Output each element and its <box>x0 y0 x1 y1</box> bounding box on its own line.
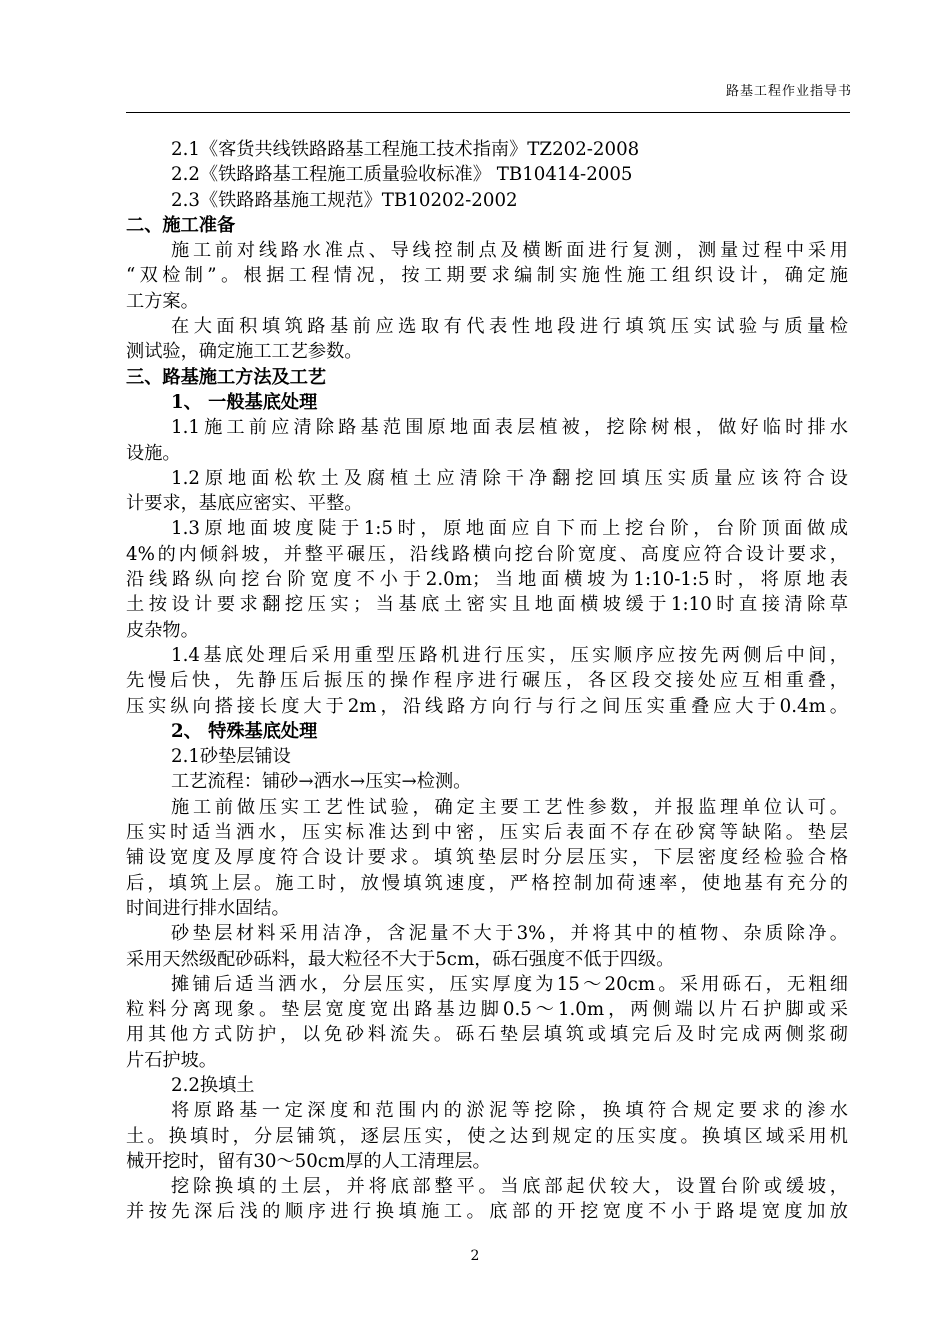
paragraph-line: 工方案。 <box>126 290 199 312</box>
paragraph-line: 在大面积填筑路基前应选取有代表性地段进行填筑压实试验与质量检 <box>171 316 848 338</box>
paragraph-line: 将原路基一定深度和范围内的淤泥等挖除，换填符合规定要求的渗水 <box>171 1100 848 1122</box>
paragraph-line: 施工前做压实工艺性试验，确定主要工艺性参数，并报监理单位认可。 <box>171 796 848 818</box>
paragraph-line: 计要求，基底应密实、平整。 <box>126 493 363 515</box>
section-heading: 三、路基施工方法及工艺 <box>126 366 327 388</box>
subsection-heading: 1、 一般基底处理 <box>171 391 318 413</box>
header-rule <box>126 112 850 113</box>
paragraph-line: 后，填筑上层。施工时，放慢填筑速度，严格控制加荷速率，使地基有充分的 <box>126 872 848 894</box>
header-title: 路基工程作业指导书 <box>725 84 852 99</box>
paragraph-line: 压实时适当洒水，压实标准达到中密，压实后表面不存在砂窝等缺陷。垫层 <box>126 822 848 844</box>
paragraph-line: 沿线路纵向挖台阶宽度不小于2.0m；当地面横坡为1:10-1:5时，将原地表 <box>126 569 848 591</box>
paragraph-line: 2.2换填土 <box>171 1074 255 1096</box>
subsection-heading: 2、 特殊基底处理 <box>171 720 318 742</box>
ref-line: 2.1《客货共线铁路路基工程施工技术指南》TZ202-2008 <box>171 139 640 160</box>
paragraph-line: 并按先深后浅的顺序进行换填施工。底部的开挖宽度不小于路堤宽度加放 <box>126 1201 848 1223</box>
paragraph-line: 1.1施工前应清除路基范围原地面表层植被，挖除树根，做好临时排水 <box>171 417 848 439</box>
ref-line: 2.3《铁路路基施工规范》TB10202-2002 <box>171 189 518 211</box>
paragraph-line: 4%的内倾斜坡，并整平碾压，沿线路横向挖台阶宽度、高度应符合设计要求， <box>126 543 848 565</box>
paragraph-line: 1.4基底处理后采用重型压路机进行压实，压实顺序应按先两侧后中间， <box>171 644 848 666</box>
paragraph-line: 粒料分离现象。垫层宽度宽出路基边脚0.5～1.0m，两侧端以片石护脚或采 <box>126 999 848 1021</box>
paragraph-line: 摊铺后适当洒水，分层压实，压实厚度为15～20cm。采用砾石，无粗细 <box>171 973 848 995</box>
paragraph-line: 压实纵向搭接长度大于2m，沿线路方向行与行之间压实重叠应大于0.4m。 <box>126 695 848 717</box>
section-heading: 二、施工准备 <box>126 214 236 236</box>
paragraph-line: 时间进行排水固结。 <box>126 897 290 919</box>
paragraph-line: 皮杂物。 <box>126 619 199 641</box>
paragraph-line: 设施。 <box>126 442 181 464</box>
paragraph-line: 械开挖时，留有30～50cm厚的人工清理层。 <box>126 1150 491 1172</box>
paragraph-line: 采用天然级配砂砾料，最大粒径不大于5cm，砾石强度不低于四级。 <box>126 948 675 970</box>
paragraph-line: “双检制”。根据工程情况，按工期要求编制实施性施工组织设计，确定施 <box>126 265 848 287</box>
paragraph-line: 1.3原地面坡度陡于1:5时，原地面应自下而上挖台阶，台阶顶面做成 <box>171 518 848 540</box>
paragraph-line: 先慢后快，先静压后振压的操作程序进行碾压，各区段交接处应互相重叠， <box>126 670 848 692</box>
paragraph-line: 片石护坡。 <box>126 1049 217 1071</box>
paragraph-line: 施工前对线路水准点、导线控制点及横断面进行复测，测量过程中采用 <box>171 240 848 262</box>
ref-line: 2.2《铁路路基工程施工质量验收标准》 TB10414-2005 <box>171 164 633 186</box>
paragraph-line: 测试验，确定施工工艺参数。 <box>126 341 363 363</box>
paragraph-line: 1.2原地面松软土及腐植土应清除干净翻挖回填压实质量应该符合设 <box>171 467 848 489</box>
paragraph-line: 挖除换填的土层，并将底部整平。当底部起伏较大，设置台阶或缓坡， <box>171 1176 848 1198</box>
page-number: 2 <box>470 1248 480 1264</box>
document-body <box>126 137 848 1225</box>
paragraph-line: 2.1砂垫层铺设 <box>171 746 291 768</box>
paragraph-line: 铺设宽度及厚度符合设计要求。填筑垫层时分层压实，下层密度经检验合格 <box>126 847 848 869</box>
paragraph-line: 工艺流程：铺砂→洒水→压实→检测。 <box>171 771 472 793</box>
paragraph-line: 砂垫层材料采用洁净，含泥量不大于3%，并将其中的植物、杂质除净。 <box>171 923 848 945</box>
paragraph-line: 土。换填时，分层铺筑，逐层压实，使之达到规定的压实度。换填区域采用机 <box>126 1125 848 1147</box>
paragraph-line: 用其他方式防护，以免砂料流失。砾石垫层填筑或填完后及时完成两侧浆砌 <box>126 1024 848 1046</box>
paragraph-line: 土按设计要求翻挖压实；当基底土密实且地面横坡缓于1:10时直接清除草 <box>126 594 848 616</box>
